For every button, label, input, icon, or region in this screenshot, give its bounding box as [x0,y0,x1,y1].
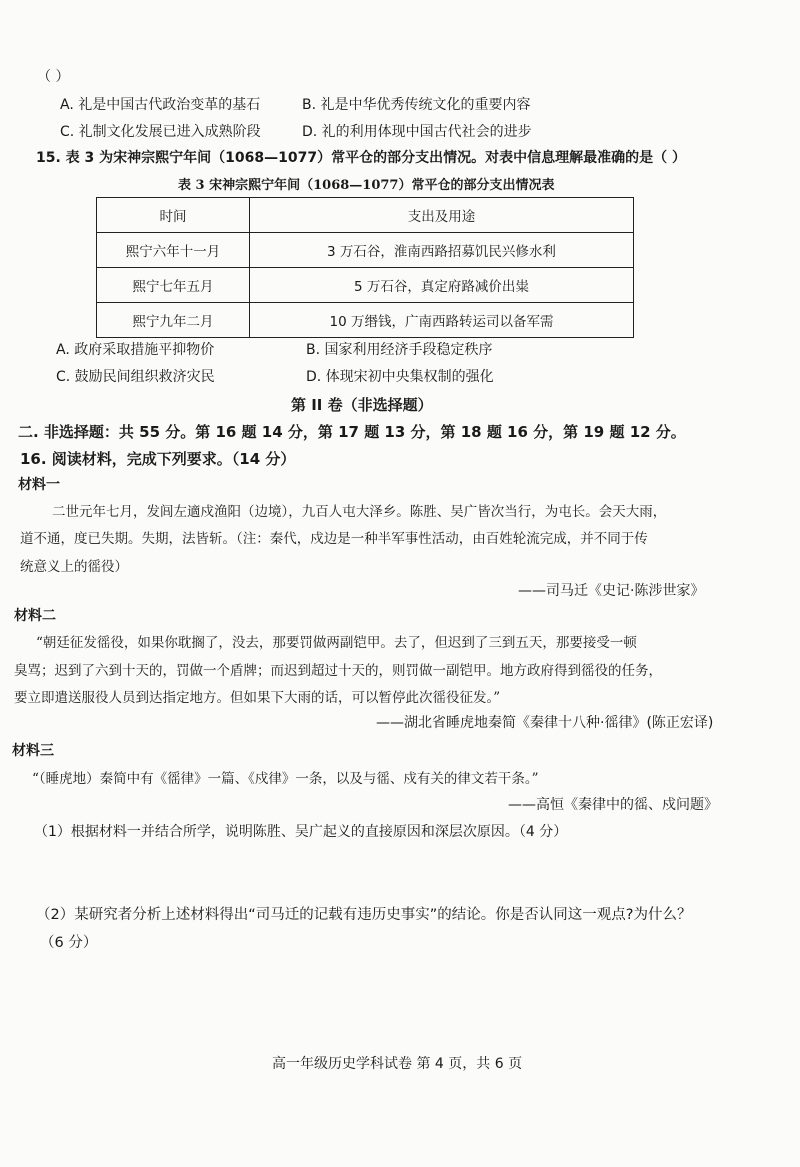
q15-option-b: B. 国家利用经济手段稳定秩序 [306,342,493,358]
material-2-source: ——湖北省睡虎地秦简《秦律十八种·徭律》(陈正宏译) [376,715,714,731]
q16-stem: 16. 阅读材料，完成下列要求。（14 分） [20,450,296,468]
material-2-line: 要立即遣送服役人员到达指定地方。但如果下大雨的话，可以暂停此次徭役征发。” [14,690,501,706]
q14-option-b: B. 礼是中华优秀传统文化的重要内容 [302,97,531,113]
q16-subquestion-2: （2）某研究者分析上述材料得出“司马迁的记载有违历史事实”的结论。你是否认同这一观点?为什么？ [36,907,692,923]
table-header-expense: 支出及用途 [250,198,634,233]
page-footer: 高一年级历史学科试卷 第 4 页，共 6 页 [272,1056,523,1072]
material-2-line: 臭骂；迟到了六到十天的，罚做一个盾牌；而迟到超过十天的，则罚做一副铠甲。地方政府得到徭役的任务， [14,663,662,679]
material-3-source: ——高恒《秦律中的徭、戍问题》 [508,797,718,813]
part2-title: 第 II 卷（非选择题） [291,396,433,414]
table-row [97,233,634,268]
q15-option-c: C. 鼓励民间组织救济灾民 [56,369,215,385]
table-row [97,268,634,303]
q15-stem: 15. 表 3 为宋神宗熙宁年间（1068—1077）常平仓的部分支出情况。对表中信息理解最准确的是（ ） [36,150,686,166]
table-header-time: 时间 [97,198,250,233]
table-cell: 5 万石谷，真定府路减价出粜 [250,268,634,303]
material-1-line: 统意义上的徭役） [20,559,128,575]
q14-option-a: A. 礼是中国古代政治变革的基石 [60,97,261,113]
material-1-source: ——司马迁《史记·陈涉世家》 [518,583,705,599]
material-1-label: 材料一 [18,477,60,493]
q14-option-d: D. 礼的利用体现中国古代社会的进步 [302,124,532,140]
table-cell: 10 万缗钱，广南西路转运司以备军需 [250,303,634,338]
table-cell: 熙宁六年十一月 [97,233,250,268]
q15-option-a: A. 政府采取措施平抑物价 [56,342,215,358]
table-caption: 表 3 宋神宗熙宁年间（1068—1077）常平仓的部分支出情况表 [178,178,555,193]
q15-option-d: D. 体现宋初中央集权制的强化 [306,369,494,385]
table-3 [96,197,634,338]
q16-subquestion-2-score: （6 分） [40,935,98,951]
q14-option-c: C. 礼制文化发展已进入成熟阶段 [60,124,261,140]
table-cell: 熙宁七年五月 [97,268,250,303]
material-1-line: 道不通，度已失期。失期，法皆斩。（注：秦代，戍边是一种半军事性活动，由百姓轮流完成，并不同于传 [20,531,648,547]
material-2-label: 材料二 [14,608,56,624]
table-cell: 熙宁九年二月 [97,303,250,338]
material-3-line: “（睡虎地）秦简中有《徭律》一篇、《戍律》一条，以及与徭、戍有关的律文若干条。” [32,771,539,787]
table-row [97,303,634,338]
material-3-label: 材料三 [12,743,54,759]
q14-answer-bracket: （ ） [37,69,70,85]
table-cell: 3 万石谷，淮南西路招募饥民兴修水利 [250,233,634,268]
q16-subquestion-1: （1）根据材料一并结合所学，说明陈胜、吴广起义的直接原因和深层次原因。（4 分） [34,824,568,840]
part2-intro: 二. 非选择题：共 55 分。第 16 题 14 分，第 17 题 13 分，第 18 题 16 分，第 19 题 12 分。 [18,423,686,441]
material-1-line: 二世元年七月，发闾左適戍渔阳（边境），九百人屯大泽乡。陈胜、吴广皆次当行，为屯长。会天大雨， [52,504,667,520]
material-2-line: “朝廷征发徭役，如果你耽搁了，没去，那要罚做两副铠甲。去了，但迟到了三到五天，那要接受一顿 [36,635,637,651]
